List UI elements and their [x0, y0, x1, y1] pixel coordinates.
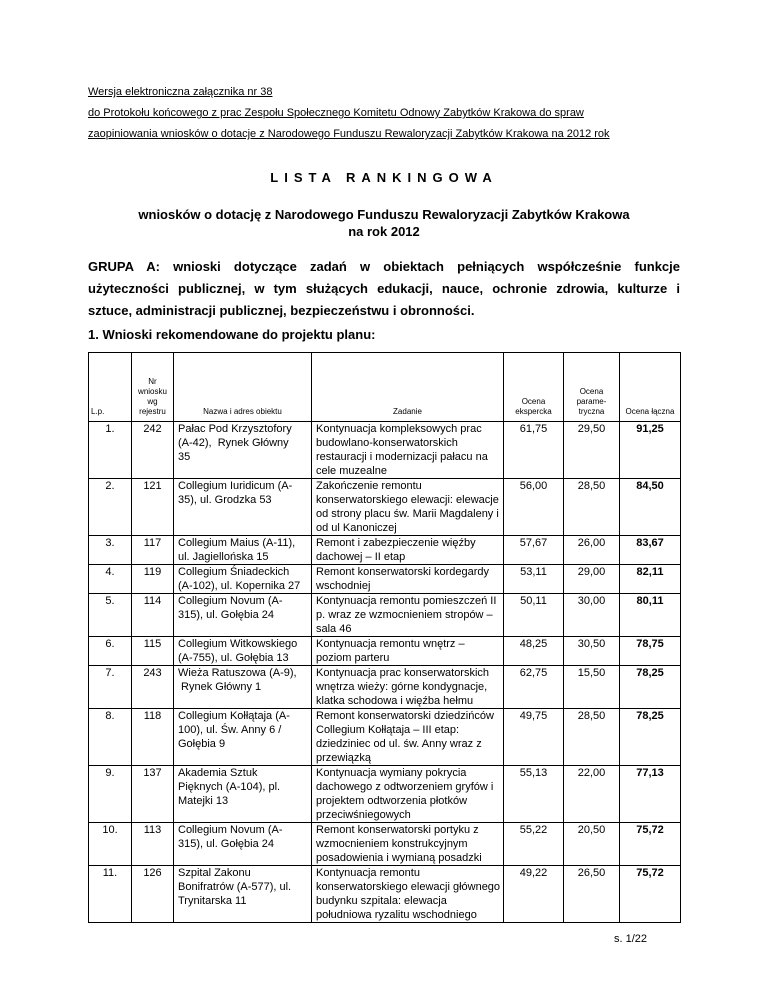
- cell-object: [174, 766, 312, 823]
- cell-lp: 7.: [89, 666, 132, 709]
- table-row: [89, 637, 681, 666]
- task-line: dachowej – II etap: [316, 551, 406, 563]
- group-line: użyteczności publicznej, w tym służących edukacji, nauce, ochronie zdrowia, kulturze i: [88, 281, 680, 296]
- cell-expert-score: 62,75: [504, 666, 564, 709]
- object-line: Collegium Maius (A-11),: [178, 537, 296, 549]
- task-line: Kontynuacja remontu: [316, 867, 420, 879]
- header-param-score: Ocena parame-tryczna: [564, 353, 620, 422]
- object-line: 35: [178, 451, 191, 463]
- object-line: 100), ul. Św. Anny 6 /: [178, 724, 282, 736]
- task-line: budowlano-konserwatorskich: [316, 437, 458, 449]
- cell-nr: 119: [132, 565, 174, 594]
- object-line: Gołębia 9: [178, 738, 226, 750]
- task-line: cele muzealne: [316, 465, 387, 477]
- ranking-table: [88, 352, 681, 923]
- object-line: Collegium Novum (A-: [178, 595, 283, 607]
- cell-task: [312, 766, 504, 823]
- cell-nr: 137: [132, 766, 174, 823]
- cell-lp: 6.: [89, 637, 132, 666]
- cell-param-score: 28,50: [564, 709, 620, 766]
- cell-expert-score: 48,25: [504, 637, 564, 666]
- object-line: Trynitarska 11: [178, 895, 247, 907]
- cell-lp: 10.: [89, 823, 132, 866]
- header-lp: L.p.: [89, 353, 132, 422]
- task-line: Remont konserwatorski portyku z: [316, 824, 479, 836]
- document-subtitle: [0, 206, 768, 240]
- table-row: [89, 479, 681, 536]
- cell-total-score: 82,11: [620, 565, 681, 594]
- task-line: projektem odtworzenia płotków: [316, 795, 468, 807]
- table-row: [89, 766, 681, 823]
- task-line: p. wraz ze wzmocnieniem stropów –: [316, 609, 493, 621]
- cell-total-score: 91,25: [620, 422, 681, 479]
- cell-task: [312, 866, 504, 923]
- object-line: Pięknych (A-104), pl.: [178, 781, 281, 793]
- object-line: Collegium Novum (A-: [178, 824, 283, 836]
- object-line: 315), ul. Gołębia 24: [178, 838, 275, 850]
- cell-expert-score: 50,11: [504, 594, 564, 637]
- task-line: Kontynuacja wymiany pokrycia: [316, 767, 467, 779]
- table-row: [89, 594, 681, 637]
- header-line: Wersja elektroniczna załącznika nr 38: [88, 86, 273, 98]
- task-line: wschodniej: [316, 580, 371, 592]
- cell-object: [174, 594, 312, 637]
- object-line: Rynek Główny 1: [178, 681, 262, 693]
- cell-param-score: 29,50: [564, 422, 620, 479]
- cell-expert-score: 49,22: [504, 866, 564, 923]
- cell-task: [312, 422, 504, 479]
- cell-object: [174, 565, 312, 594]
- cell-expert-score: 53,11: [504, 565, 564, 594]
- cell-lp: 11.: [89, 866, 132, 923]
- cell-task: [312, 565, 504, 594]
- cell-total-score: 75,72: [620, 823, 681, 866]
- cell-object: [174, 637, 312, 666]
- task-line: Kontynuacja remontu pomieszczeń II: [316, 595, 497, 607]
- cell-param-score: 30,00: [564, 594, 620, 637]
- task-line: wnętrza wieży: górne kondygnacje,: [316, 681, 488, 693]
- attachment-header: [88, 82, 698, 145]
- cell-param-score: 29,00: [564, 565, 620, 594]
- cell-param-score: 30,50: [564, 637, 620, 666]
- object-line: Akademia Sztuk: [178, 767, 258, 779]
- cell-expert-score: 49,75: [504, 709, 564, 766]
- header-task: Zadanie: [312, 353, 504, 422]
- cell-task: [312, 594, 504, 637]
- task-line: budynku szpitala: elewacja: [316, 895, 447, 907]
- cell-nr: 117: [132, 536, 174, 565]
- cell-object: [174, 536, 312, 565]
- cell-task: [312, 709, 504, 766]
- table-row: [89, 709, 681, 766]
- cell-object: [174, 422, 312, 479]
- cell-param-score: 28,50: [564, 479, 620, 536]
- cell-lp: 2.: [89, 479, 132, 536]
- cell-nr: 121: [132, 479, 174, 536]
- cell-task: [312, 666, 504, 709]
- cell-total-score: 75,72: [620, 866, 681, 923]
- header-object: Nazwa i adres obiektu: [174, 353, 312, 422]
- task-line: od strony placu św. Marii Magdaleny i: [316, 508, 499, 520]
- object-line: (A-42), Rynek Główny: [178, 437, 289, 449]
- cell-param-score: 26,00: [564, 536, 620, 565]
- cell-param-score: 15,50: [564, 666, 620, 709]
- object-line: Matejki 13: [178, 795, 229, 807]
- task-line: posadowienia i wymianą posadzki: [316, 852, 482, 864]
- object-line: Collegium Iuridicum (A-: [178, 480, 293, 492]
- cell-task: [312, 637, 504, 666]
- group-line: sztuce, administracji publicznej, bezpieczeństwu i obronności.: [88, 303, 475, 318]
- group-line: GRUPA A: wnioski dotyczące zadań w obiektach pełniących współcześnie funkcje: [88, 259, 680, 274]
- cell-lp: 9.: [89, 766, 132, 823]
- cell-param-score: 26,50: [564, 866, 620, 923]
- cell-nr: 242: [132, 422, 174, 479]
- header-line: zaopiniowania wniosków o dotacje z Narodowego Funduszu Rewaloryzacji Zabytków Krakowa na 2012 rok: [88, 128, 610, 140]
- cell-object: [174, 709, 312, 766]
- cell-task: [312, 536, 504, 565]
- task-line: restauracji i modernizacji pałacu na: [316, 451, 488, 463]
- cell-total-score: 78,75: [620, 637, 681, 666]
- task-line: Collegium Kołłątaja – III etap:: [316, 724, 460, 736]
- object-line: Szpital Zakonu: [178, 867, 251, 879]
- cell-lp: 5.: [89, 594, 132, 637]
- cell-nr: 243: [132, 666, 174, 709]
- cell-expert-score: 56,00: [504, 479, 564, 536]
- table-header-row: [89, 353, 681, 422]
- task-line: od ul Kanoniczej: [316, 522, 397, 534]
- cell-total-score: 78,25: [620, 709, 681, 766]
- document-title: LISTA RANKINGOWA: [270, 170, 498, 185]
- group-description: [88, 256, 680, 322]
- task-line: konserwatorskiego elewacji: elewacje: [316, 494, 499, 506]
- object-line: Bonifratrów (A-577), ul.: [178, 881, 292, 893]
- cell-object: [174, 479, 312, 536]
- table-row: [89, 823, 681, 866]
- task-line: przewiązką: [316, 752, 372, 764]
- object-line: ul. Jagiellońska 15: [178, 551, 269, 563]
- cell-task: [312, 823, 504, 866]
- object-line: 315), ul. Gołębia 24: [178, 609, 275, 621]
- task-line: przeciwśniegowych: [316, 809, 411, 821]
- header-line: do Protokołu końcowego z prac Zespołu Społecznego Komitetu Odnowy Zabytków Krakowa do spraw: [88, 107, 584, 119]
- cell-task: [312, 479, 504, 536]
- cell-lp: 8.: [89, 709, 132, 766]
- task-line: wzmocnieniem konstrukcyjnym: [316, 838, 468, 850]
- object-line: Collegium Śniadeckich: [178, 566, 290, 578]
- cell-expert-score: 61,75: [504, 422, 564, 479]
- table-row: [89, 866, 681, 923]
- cell-param-score: 22,00: [564, 766, 620, 823]
- cell-param-score: 20,50: [564, 823, 620, 866]
- task-line: Remont i zabezpieczenie więźby: [316, 537, 476, 549]
- task-line: klatka schodowa i więźba hełmu: [316, 695, 474, 707]
- cell-expert-score: 55,13: [504, 766, 564, 823]
- cell-total-score: 83,67: [620, 536, 681, 565]
- subtitle-line: na rok 2012: [348, 224, 420, 239]
- cell-nr: 118: [132, 709, 174, 766]
- task-line: Kontynuacja remontu wnętrz –: [316, 638, 465, 650]
- cell-expert-score: 55,22: [504, 823, 564, 866]
- task-line: dziedziniec od ul. św. Anny wraz z: [316, 738, 482, 750]
- cell-nr: 126: [132, 866, 174, 923]
- cell-total-score: 77,13: [620, 766, 681, 823]
- task-line: dachowego z odtworzeniem gryfów i: [316, 781, 494, 793]
- task-line: poziom parteru: [316, 652, 390, 664]
- header-expert-score: Ocena ekspercka: [504, 353, 564, 422]
- object-line: (A-755), ul. Gołębia 13: [178, 652, 289, 664]
- cell-nr: 113: [132, 823, 174, 866]
- cell-nr: 115: [132, 637, 174, 666]
- cell-expert-score: 57,67: [504, 536, 564, 565]
- task-line: Kontynuacja kompleksowych prac: [316, 423, 482, 435]
- cell-object: [174, 666, 312, 709]
- cell-nr: 114: [132, 594, 174, 637]
- cell-total-score: 78,25: [620, 666, 681, 709]
- object-line: Wieża Ratuszowa (A-9),: [178, 667, 297, 679]
- table-row: [89, 666, 681, 709]
- header-nr: Nr wniosku wg rejestru: [132, 353, 174, 422]
- header-total-score: Ocena łączna: [620, 353, 681, 422]
- page-number: s. 1/22: [614, 933, 648, 945]
- task-line: sala 46: [316, 623, 352, 635]
- cell-lp: 4.: [89, 565, 132, 594]
- cell-total-score: 80,11: [620, 594, 681, 637]
- cell-lp: 1.: [89, 422, 132, 479]
- object-line: Collegium Kołłątaja (A-: [178, 710, 290, 722]
- object-line: Pałac Pod Krzysztofory: [178, 423, 292, 435]
- subtitle-line: wniosków o dotację z Narodowego Funduszu Rewaloryzacji Zabytków Krakowa: [138, 207, 630, 222]
- task-line: Zakończenie remontu: [316, 480, 422, 492]
- section-title: 1. Wnioski rekomendowane do projektu planu:: [88, 327, 376, 342]
- task-line: południowa ryzalitu wschodniego: [316, 909, 477, 921]
- table-row: [89, 565, 681, 594]
- task-line: Kontynuacja prac konserwatorskich: [316, 667, 490, 679]
- task-line: Remont konserwatorski dziedzińców: [316, 710, 494, 722]
- table-row: [89, 536, 681, 565]
- cell-lp: 3.: [89, 536, 132, 565]
- table-row: [89, 422, 681, 479]
- task-line: konserwatorskiego elewacji głównego: [316, 881, 501, 893]
- object-line: (A-102), ul. Kopernika 27: [178, 580, 301, 592]
- object-line: 35), ul. Grodzka 53: [178, 494, 272, 506]
- cell-object: [174, 823, 312, 866]
- task-line: Remont konserwatorski kordegardy: [316, 566, 490, 578]
- cell-total-score: 84,50: [620, 479, 681, 536]
- cell-object: [174, 866, 312, 923]
- object-line: Collegium Witkowskiego: [178, 638, 298, 650]
